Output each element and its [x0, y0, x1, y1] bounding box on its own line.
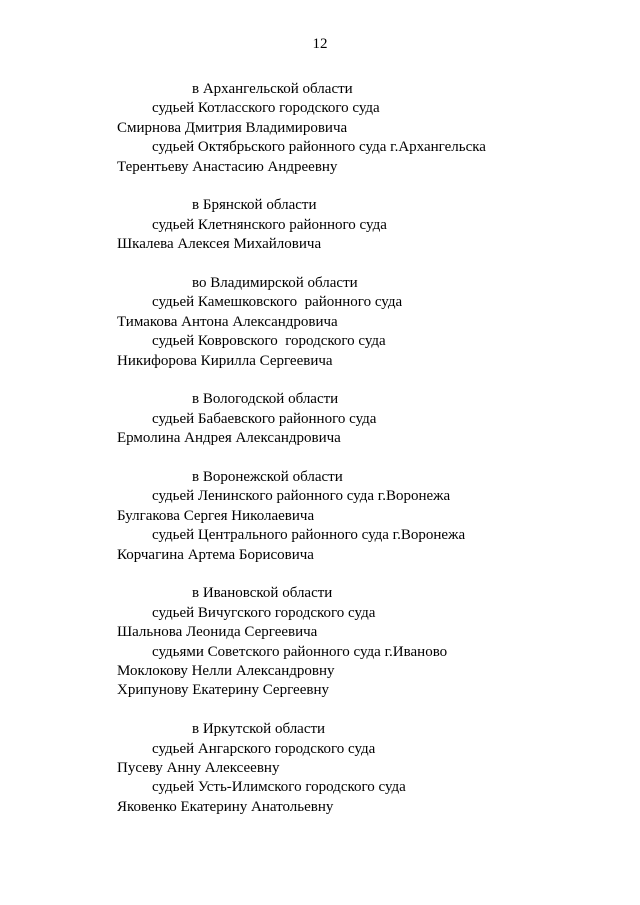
- judge-name: Корчагина Артема Борисовича: [117, 546, 314, 563]
- judge-name: Терентьеву Анастасию Андреевну: [117, 158, 338, 175]
- region-heading: в Брянской области: [192, 197, 317, 214]
- court-line: судьей Ангарского городского суда: [152, 740, 376, 757]
- region-heading: в Воронежской области: [192, 469, 343, 485]
- court-line: судьей Октябрьского районного суда г.Архангельска: [152, 139, 486, 156]
- region-heading: в Иркутской области: [192, 721, 326, 738]
- judge-name: Яковенко Екатерину Анатольевну: [117, 798, 334, 815]
- region-heading: в Ивановской области: [192, 585, 333, 602]
- court-line: судьями Советского районного суда г.Иваново: [152, 643, 448, 660]
- judge-name: Никифорова Кирилла Сергеевича: [117, 352, 333, 369]
- judge-name: Шкалева Алексея Михайловича: [117, 236, 322, 253]
- court-line: судьей Ковровского городского суда: [152, 333, 386, 350]
- judge-name: Моклокову Нелли Александровну: [117, 663, 335, 679]
- court-line: судьей Котласского городского суда: [152, 100, 380, 117]
- region-heading: в Архангельской области: [192, 81, 353, 97]
- judge-name: Тимакова Антона Александровича: [117, 313, 338, 330]
- page-number: 12: [312, 36, 328, 52]
- court-line: судьей Усть-Илимского городского суда: [152, 779, 406, 796]
- region-heading: в Вологодской области: [192, 391, 339, 408]
- court-line: судьей Вичугского городского суда: [152, 604, 376, 621]
- judge-name: Шальнова Леонида Сергеевича: [117, 624, 318, 641]
- court-line: судьей Центрального районного суда г.Воронежа: [152, 527, 466, 544]
- judge-name: Смирнова Дмитрия Владимировича: [117, 119, 348, 136]
- judge-name: Ермолина Андрея Александровича: [117, 430, 341, 447]
- court-line: судьей Бабаевского районного суда: [152, 410, 377, 427]
- court-line: судьей Камешковского районного суда: [152, 294, 403, 311]
- region-heading: во Владимирской области: [192, 275, 358, 291]
- judge-name: Хрипунову Екатерину Сергеевну: [117, 682, 329, 699]
- court-line: судьей Клетнянского районного суда: [152, 216, 387, 233]
- judge-name: Булгакова Сергея Николаевича: [117, 507, 315, 524]
- court-line: судьей Ленинского районного суда г.Воронежа: [152, 488, 451, 505]
- judge-name: Пусеву Анну Алексеевну: [117, 760, 280, 776]
